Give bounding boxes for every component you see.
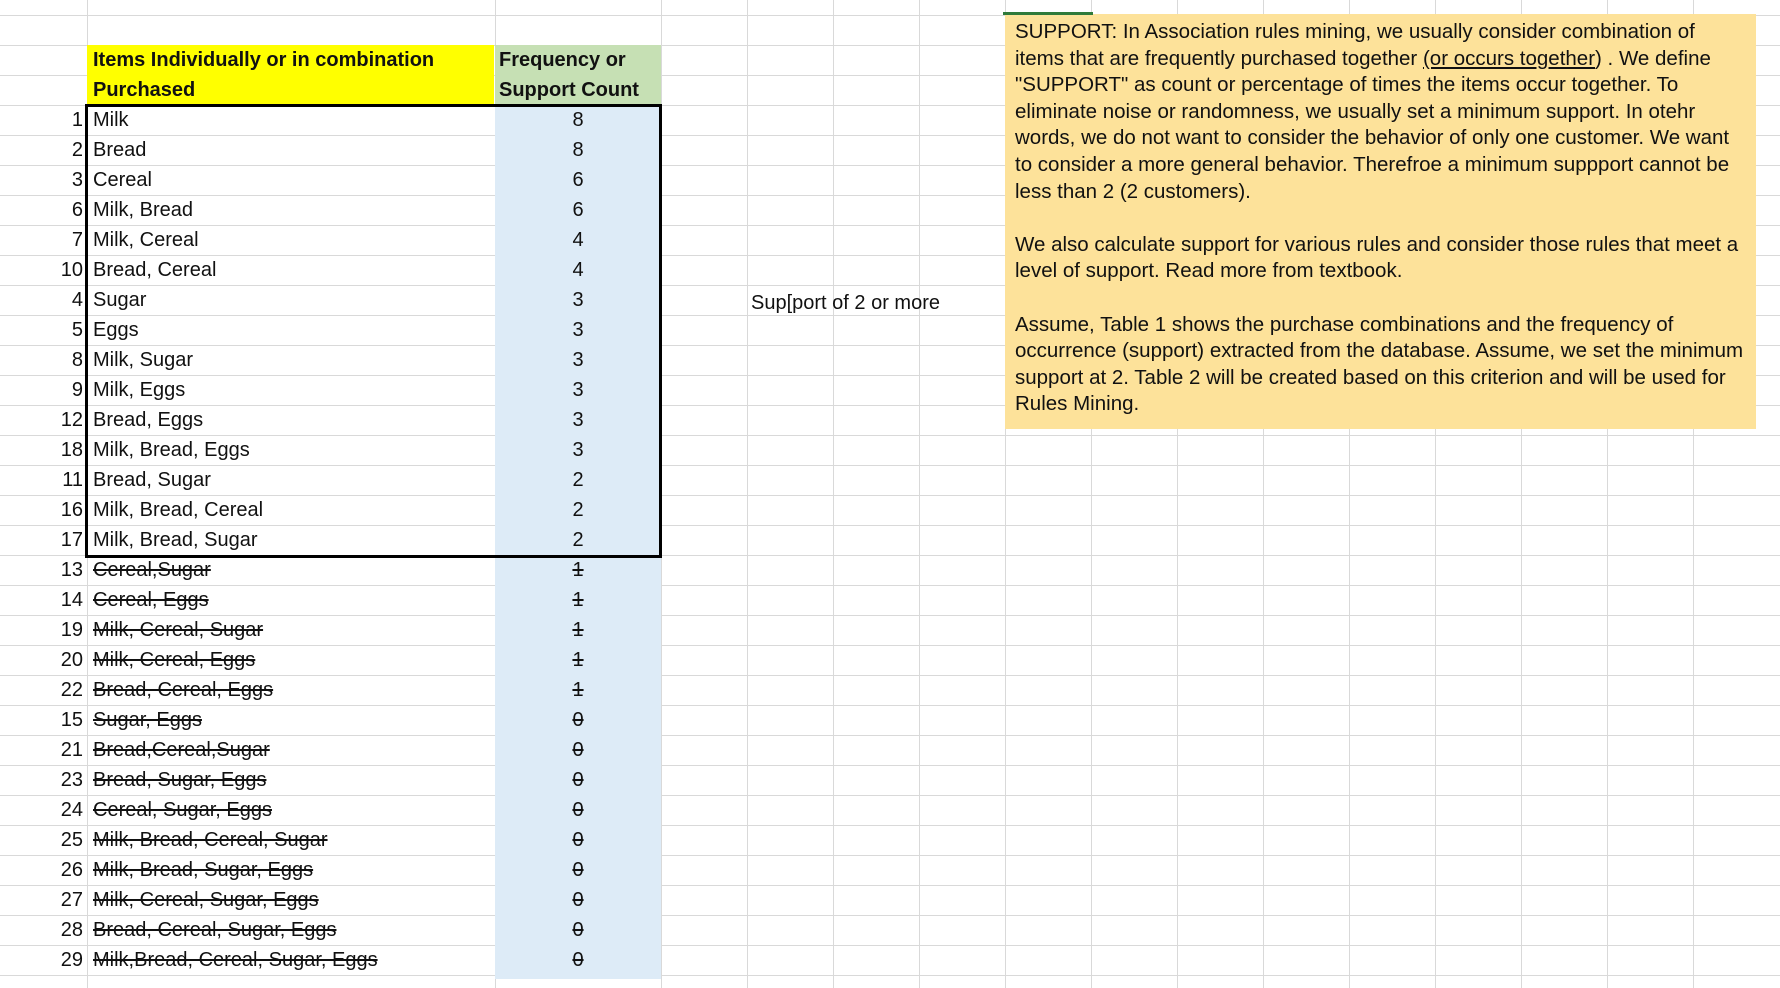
support-count-cell[interactable]: 1 (572, 679, 584, 701)
support-count-cell[interactable]: 0 (572, 709, 584, 731)
row-number[interactable]: 10 (60, 259, 83, 281)
support-count-cell[interactable]: 3 (572, 439, 584, 461)
row-number[interactable]: 14 (60, 589, 83, 611)
note-p1-underlined: (or occurs together (1422, 46, 1596, 70)
row-number[interactable]: 2 (71, 139, 83, 161)
support-count-cell[interactable]: 0 (572, 889, 584, 911)
itemset-cell[interactable]: Milk, Cereal, Sugar, Eggs (93, 889, 319, 911)
itemset-cell[interactable]: Milk, Bread, Eggs (93, 439, 250, 461)
row-number[interactable]: 23 (60, 769, 83, 791)
row-number[interactable]: 27 (60, 889, 83, 911)
itemset-cell[interactable]: Milk, Cereal, Eggs (93, 649, 256, 671)
itemset-cell[interactable]: Bread, Cereal, Sugar, Eggs (93, 919, 337, 941)
row-number[interactable]: 26 (60, 859, 83, 881)
row-number[interactable]: 8 (71, 349, 83, 371)
row-number[interactable]: 24 (60, 799, 83, 821)
note-p1-start: SUPPORT: In Association rules mining, we usually consider combination of items that are frequently purchased together (1015, 20, 1695, 70)
support-count-cell[interactable]: 0 (572, 799, 584, 821)
support-threshold-label[interactable]: Sup[port of 2 or more (751, 292, 940, 314)
row-number[interactable]: 29 (60, 949, 83, 971)
support-count-cell[interactable]: 3 (572, 289, 584, 311)
itemset-cell[interactable]: Bread, Eggs (93, 409, 204, 431)
itemset-cell[interactable]: Milk, Bread, Cereal, Sugar (93, 829, 328, 851)
support-count-cell[interactable]: 2 (572, 469, 584, 491)
note-spacer (1015, 285, 1744, 312)
row-number[interactable]: 28 (60, 919, 83, 941)
itemset-cell[interactable]: Milk (93, 109, 129, 131)
support-count-cell[interactable]: 6 (572, 199, 584, 221)
items-header-line1: Items Individually or in combination (93, 49, 435, 71)
itemset-cell[interactable]: Bread, Cereal, Eggs (93, 679, 274, 701)
row-number[interactable]: 6 (71, 199, 83, 221)
itemset-cell[interactable]: Milk, Eggs (93, 379, 186, 401)
note-spacer (1015, 205, 1744, 232)
itemset-cell[interactable]: Milk, Bread, Sugar (93, 529, 258, 551)
note-paragraph-1 (1015, 19, 1744, 205)
note-paragraph-2: We also calculate support for various rules and consider those rules that meet a level of support. Read more from textbook. (1015, 232, 1739, 283)
support-count-cell[interactable]: 0 (572, 919, 584, 941)
itemset-cell[interactable]: Milk, Bread, Sugar, Eggs (93, 859, 314, 881)
support-count-cell[interactable]: 0 (572, 859, 584, 881)
itemset-cell[interactable]: Eggs (93, 319, 139, 341)
support-count-cell[interactable]: 1 (572, 649, 584, 671)
support-count-cell[interactable]: 1 (572, 559, 584, 581)
itemset-cell[interactable]: Cereal (93, 169, 152, 191)
itemset-cell[interactable]: Bread, Cereal (93, 259, 217, 281)
row-number[interactable]: 7 (71, 229, 83, 251)
note-paragraph-3: Assume, Table 1 shows the purchase combinations and the frequency of occurrence (support) extracted from the database. Assume, we set the minimum support at 2. Table 2 will be created based on this criterion and will be used for Rules Mining. (1015, 312, 1744, 416)
itemset-cell[interactable]: Bread,Cereal,Sugar (93, 739, 270, 761)
row-number[interactable]: 20 (60, 649, 83, 671)
support-count-cell[interactable]: 1 (572, 589, 584, 611)
freq-header-cell[interactable] (495, 45, 661, 105)
row-number[interactable]: 22 (60, 679, 83, 701)
row-number[interactable]: 18 (60, 439, 83, 461)
support-count-cell[interactable]: 1 (572, 619, 584, 641)
itemset-cell[interactable]: Sugar, Eggs (93, 709, 202, 731)
support-count-cell[interactable]: 0 (572, 949, 584, 971)
row-number[interactable]: 15 (60, 709, 83, 731)
support-count-cell[interactable]: 3 (572, 319, 584, 341)
itemset-cell[interactable]: Bread (93, 139, 147, 161)
support-count-cell[interactable]: 0 (572, 739, 584, 761)
itemset-cell[interactable]: Milk,Bread, Cereal, Sugar, Eggs (93, 949, 378, 971)
support-explanation-note[interactable] (1005, 14, 1756, 429)
note-p1-end: ) . We define "SUPPORT" as count or percentage of times the items occur together. To eliminate noise or randomness, we usually set a minimum support. In otehr words, we do not want to consider the behavior of only one customer. We want to consider a more general behavior. Therefroe a minimum suppport cannot be less than 2 (2 customers). (1015, 46, 1730, 203)
row-number[interactable]: 3 (71, 169, 83, 191)
row-number[interactable]: 9 (71, 379, 83, 401)
row-number[interactable]: 19 (60, 619, 83, 641)
itemset-cell[interactable]: Cereal, Eggs (93, 589, 209, 611)
row-number[interactable]: 25 (60, 829, 83, 851)
support-count-cell[interactable]: 0 (572, 829, 584, 851)
support-count-cell[interactable]: 0 (572, 769, 584, 791)
support-count-cell[interactable]: 4 (572, 259, 584, 281)
items-header-line2: Purchased (93, 79, 196, 101)
row-number[interactable]: 13 (60, 559, 83, 581)
itemset-cell[interactable]: Cereal, Sugar, Eggs (93, 799, 272, 821)
itemset-cell[interactable]: Milk, Bread (93, 199, 194, 221)
row-number[interactable]: 12 (60, 409, 83, 431)
freq-header-line2: Support Count (499, 79, 639, 101)
support-count-cell[interactable]: 6 (572, 169, 584, 191)
itemset-cell[interactable]: Bread, Sugar (93, 469, 211, 491)
support-count-cell[interactable]: 8 (572, 109, 584, 131)
row-number[interactable]: 4 (71, 289, 83, 311)
itemset-cell[interactable]: Cereal,Sugar (93, 559, 211, 581)
support-count-cell[interactable]: 4 (572, 229, 584, 251)
support-count-cell[interactable]: 8 (572, 139, 584, 161)
support-count-cell[interactable]: 3 (572, 379, 584, 401)
row-number[interactable]: 17 (60, 529, 83, 551)
row-number[interactable]: 11 (62, 469, 83, 491)
support-count-cell[interactable]: 2 (572, 529, 584, 551)
support-count-cell[interactable]: 2 (572, 499, 584, 521)
row-number[interactable]: 21 (60, 739, 83, 761)
items-header-cell[interactable] (87, 45, 494, 105)
itemset-cell[interactable]: Milk, Cereal (93, 229, 199, 251)
itemset-cell[interactable]: Milk, Bread, Cereal (93, 499, 264, 521)
itemset-cell[interactable]: Sugar (93, 289, 147, 311)
freq-header-line1: Frequency or (499, 49, 626, 71)
row-number[interactable]: 1 (71, 109, 83, 131)
row-number[interactable]: 16 (60, 499, 83, 521)
itemset-cell[interactable]: Milk, Sugar (93, 349, 194, 371)
cell-selection-mark (1003, 12, 1093, 15)
support-count-cell[interactable]: 3 (572, 349, 584, 371)
itemset-cell[interactable]: Milk, Cereal, Sugar (93, 619, 264, 641)
itemset-cell[interactable]: Bread, Sugar, Eggs (93, 769, 267, 791)
row-number[interactable]: 5 (71, 319, 83, 341)
support-count-cell[interactable]: 3 (572, 409, 584, 431)
